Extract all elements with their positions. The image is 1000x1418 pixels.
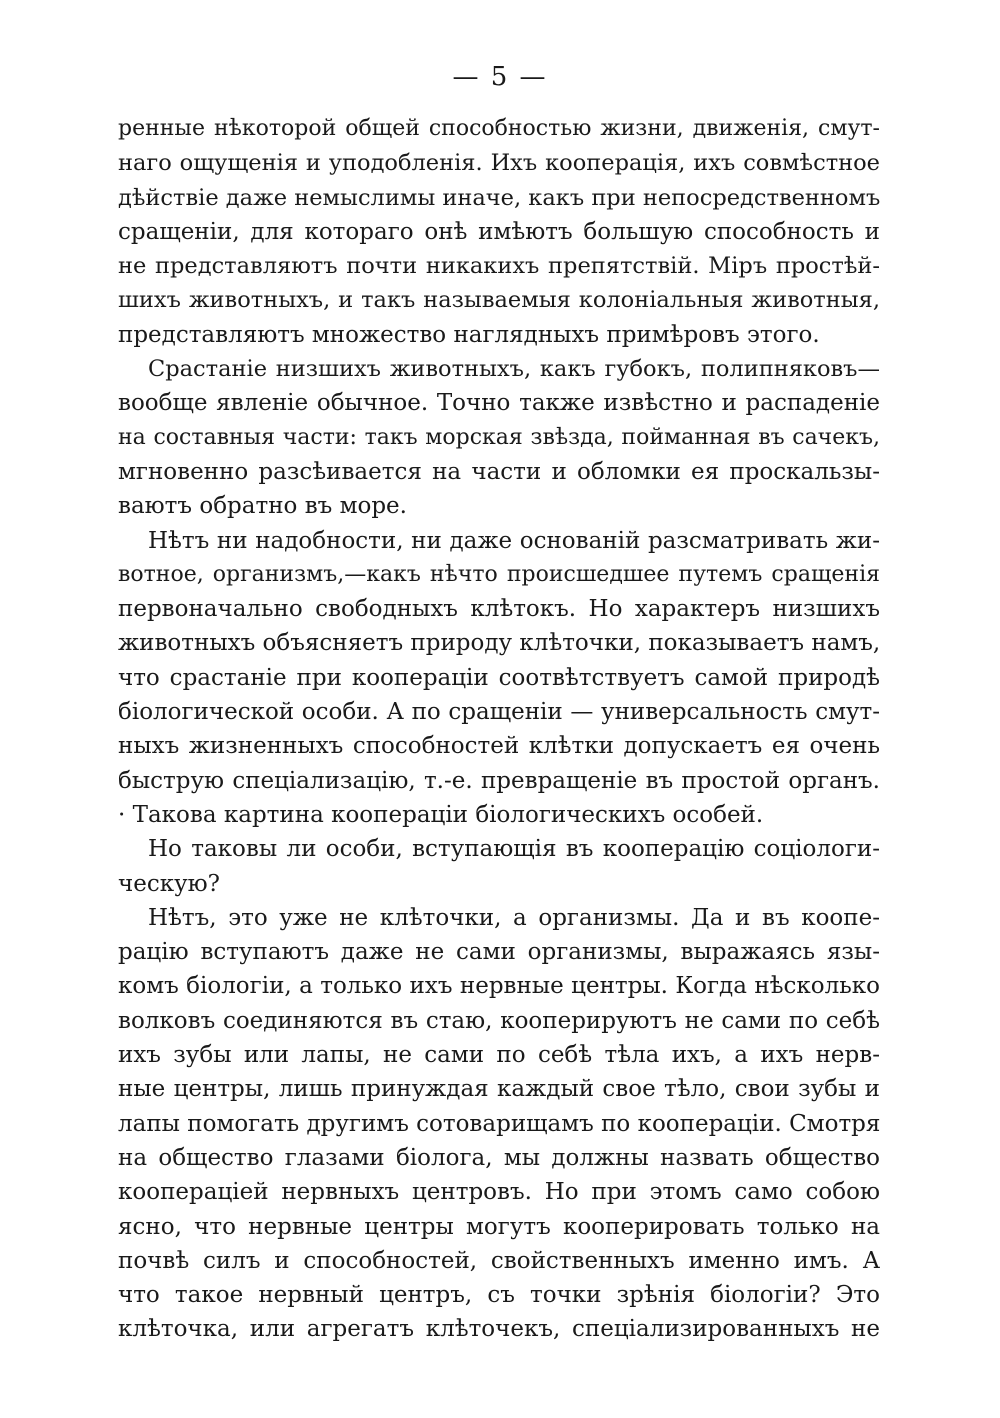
text-line: вотное, организмъ,—какъ нѣчто происшедшее путемъ сращенія	[118, 561, 880, 587]
text-line: · Такова картина коопераціи біологическихъ особей.	[118, 801, 764, 828]
text-line: коопераціей нервныхъ центровъ. Но при этомъ само собою	[118, 1179, 880, 1206]
text-line: рацію вступаютъ даже не сами организмы, выражаясь язы-	[118, 939, 880, 966]
text-line: на составныя части: такъ морская звѣзда, пойманная въ сачекъ,	[118, 424, 880, 450]
text-line: наго ощущенія и уподобленія. Ихъ кооперація, ихъ совмѣстное	[118, 150, 880, 177]
text-line: Но таковы ли особи, вступающія въ кооперацію соціологи-	[148, 836, 880, 863]
text-line: ваютъ обратно въ море.	[118, 493, 407, 520]
text-line: ихъ зубы или лапы, не сами по себѣ тѣла ихъ, а ихъ нерв-	[118, 1042, 880, 1069]
text-line: лапы помогать другимъ сотоварищамъ по коопераціи. Смотря	[118, 1110, 881, 1137]
text-line: Нѣтъ ни надобности, ни даже основаній разсматривать жи-	[148, 527, 880, 554]
text-line: шихъ животныхъ, и такъ называемыя колоніальныя животныя,	[118, 287, 880, 314]
text-line: ныхъ жизненныхъ способностей клѣтки допускаетъ ея очень	[118, 733, 880, 760]
text-line: ясно, что нервные центры могутъ кооперировать только на	[118, 1213, 880, 1240]
text-line: вообще явленіе обычное. Точно также извѣстно и распаденіе	[118, 390, 880, 417]
text-line: почвѣ силъ и способностей, свойственныхъ именно имъ. А	[118, 1247, 880, 1274]
text-line: не представляютъ почти никакихъ препятствій. Міръ простѣй-	[118, 253, 880, 280]
text-line: біологической особи. А по сращеніи — универсальность смут-	[118, 699, 880, 726]
text-line: первоначально свободныхъ клѣтокъ. Но характеръ низшихъ	[118, 596, 880, 623]
body-text	[118, 112, 880, 1347]
text-line: что такое нервный центръ, съ точки зрѣнія біологіи? Это	[118, 1282, 880, 1309]
text-line: на общество глазами біолога, мы должны назвать общество	[118, 1144, 880, 1171]
text-line: представляютъ множество наглядныхъ примѣровъ этого.	[118, 321, 820, 348]
text-line: животныхъ объясняетъ природу клѣточки, показываетъ намъ,	[118, 630, 881, 657]
text-line: волковъ соединяются въ стаю, кооперируютъ не сами по себѣ	[118, 1007, 880, 1034]
text-line: Нѣтъ, это уже не клѣточки, а организмы. Да и въ коопе-	[148, 904, 880, 931]
text-line: мгновенно разсѣивается на части и обломки ея проскальзы-	[118, 458, 880, 485]
text-line: что срастаніе при коопераціи соотвѣтствуетъ самой природѣ	[118, 664, 880, 691]
text-line: ренные нѣкоторой общей способностью жизни, движенія, смут-	[118, 116, 880, 141]
text-line: быструю спеціализацію, т.-е. превращеніе въ простой органъ.	[118, 767, 880, 794]
text-line: дѣйствіе даже немыслимы иначе, какъ при непосредственномъ	[118, 184, 881, 211]
text-line: комъ біологіи, а только ихъ нервные центры. Когда нѣсколько	[118, 973, 880, 1000]
text-line: ческую?	[118, 870, 220, 897]
text-line: Срастаніе низшихъ животныхъ, какъ губокъ, полипняковъ—	[148, 356, 880, 383]
text-line: ные центры, лишь принуждая каждый свое тѣло, свои зубы и	[118, 1076, 880, 1103]
text-line: сращеніи, для котораго онѣ имѣютъ большую способность и	[118, 218, 880, 245]
page-number: — 5 —	[452, 62, 548, 92]
text-line: клѣточка, или агрегатъ клѣточекъ, спеціализированныхъ не	[118, 1316, 880, 1343]
